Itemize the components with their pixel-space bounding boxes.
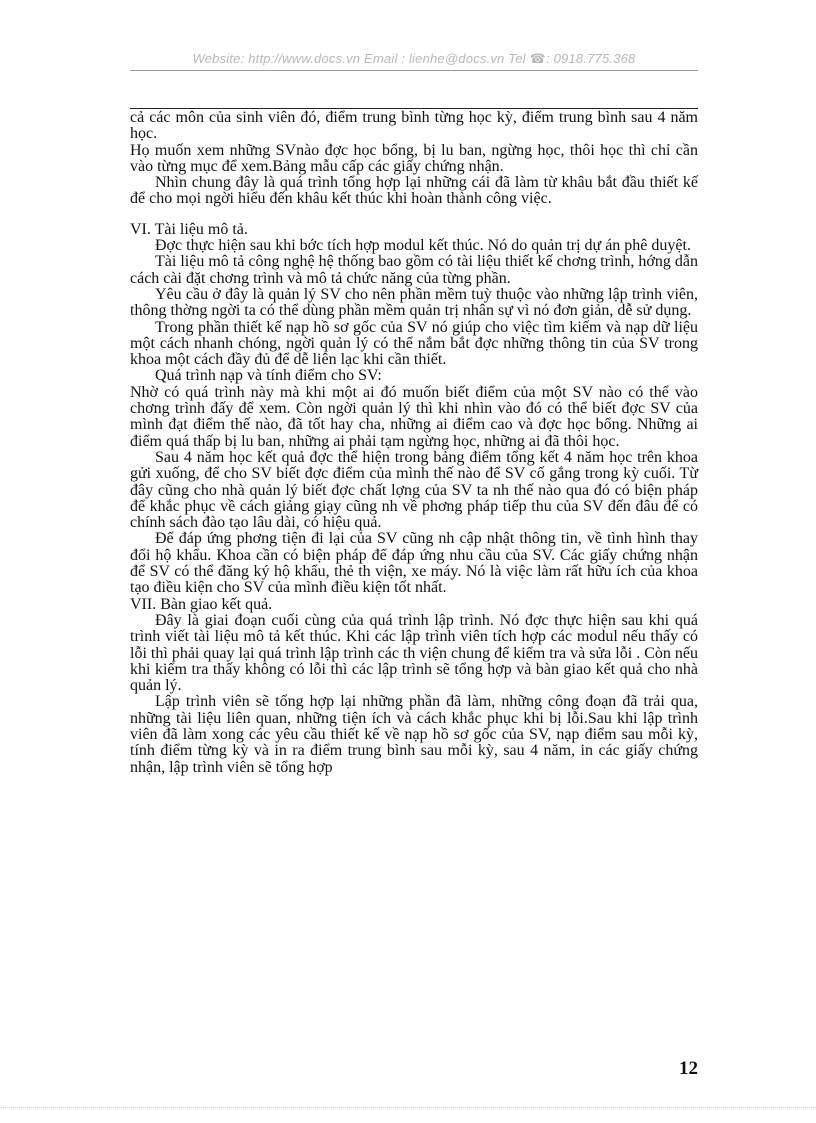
footer-divider — [0, 1107, 816, 1108]
paragraph: Nhờ có quá trình này mà khi một ai đó muốn biết điểm của một SV nào có thể vào chơng trình đấy để xem. Còn ngời quản lý thì khi nhìn vào đó có thể biết đợc SV của mình đạt điểm thế nào, đã tốt hay cha, những ai điểm cao và đợc học bổng. Những ai điểm quá thấp bị lu ban, những ai phải tạm ngừng học, những ai đã thôi học. — [130, 383, 698, 450]
page-number: 12 — [679, 1058, 698, 1079]
paragraph: Trong phần thiết kế nạp hồ sơ gốc của SV nó giúp cho việc tìm kiếm và nạp dữ liệu một cách nhanh chóng, ngời quản lý có thể nắm bắt đợc những thông tin của SV trong khoa một cách đầy đủ để dễ liên lạc khi cần thiết. — [130, 318, 698, 369]
section-heading-vii: VII. Bàn giao kết quả. — [130, 595, 273, 613]
paragraph: Đây là giai đoạn cuối cùng của quá trình lập trình. Nó đợc thực hiện sau khi quá trình viết tài liệu mô tả kết thúc. Khi các lập trình viên tích hợp các modul nếu thấy có lỗi thì phải quay lại quá trình lập trình các th viện chung để kiểm tra và sửa lỗi . Còn nếu khi kiểm tra thấy không có lỗi thì các lập trình sẽ tổng hợp và bàn giao kết quả cho nhà quản lý. — [130, 611, 698, 695]
paragraph: Đợc thực hiện sau khi bớc tích hợp modul kết thúc. Nó do quản trị dự án phê duyệt. — [155, 237, 691, 255]
section-heading-vi: VI. Tài liệu mô tả. — [130, 220, 248, 238]
header-divider — [130, 70, 698, 71]
document-body — [130, 110, 698, 776]
paragraph: Họ muốn xem những SVnào đợc học bổng, bị lu ban, ngừng học, thôi học thì chỉ cần vào từng mục để xem.Bảng mẫu cấp các giấy chứng nhận. — [130, 141, 698, 175]
page-header: Website: http://www.docs.vn Email : lienhe@docs.vn Tel ☎: 0918.775.368 — [192, 51, 636, 66]
paragraph: Yêu cầu ở đây là quản lý SV cho nên phần mềm tuỳ thuộc vào những lập trình viên, thông thờng ngời ta có thể dùng phần mềm quản trị nhân sự vì nó đơn giản, dễ sử dụng. — [130, 285, 698, 320]
paragraph: Để đáp ứng phơng tiện đi lại của SV cũng nh cập nhật thông tin, về tình hình thay đổi hộ khẩu. Khoa cần có biện pháp để đáp ứng nhu cầu của SV. Các giấy chứng nhận để SV có thể đăng ký hộ khẩu, thẻ th viện, xe máy. Nó là việc làm rất hữu ích của khoa tạo điều kiện cho SV của mình điều kiện tốt nhất. — [130, 530, 698, 597]
paragraph: Lập trình viên sẽ tổng hợp lại những phần đã làm, những công đoạn đã trải qua, những tài liệu liên quan, những tiện ích và cách khắc phục khi bị lỗi.Sau khi lập trình viên đã làm xong các yêu cầu thiết kế về nạp hồ sơ gốc của SV, nạp điểm sau mỗi kỳ, tính điểm từng kỳ và in ra điểm trung bình sau mỗi kỳ, sau 4 năm, in các giấy chứng nhận, lập trình viên sẽ tổng hợp — [130, 693, 698, 776]
paragraph: Sau 4 năm học kết quả đợc thể hiện trong bảng điểm tổng kết 4 năm học trên khoa gửi xuống, để cho SV biết đợc điểm của mình thế nào để SV cố gắng trong kỳ cuối. Từ đây cũng cho nhà quản lý biết đợc chất lợng của SV ta nh thế nào qua đó có biện pháp để khắc phục về cách giảng giạy cũng nh về phơng pháp tiếp thu của SV đến đâu để có chính sách đào tạo lâu dài, có hiệu quả. — [130, 448, 698, 532]
paragraph: Tài liệu mô tả công nghệ hệ thống bao gồm có tài liệu thiết kế chơng trình, hớng dẫn cách cài đặt chơng trình và mô tả chức năng của từng phần. — [130, 253, 698, 287]
paragraph: Nhìn chung đây là quá trình tổng hợp lại những cái đã làm từ khâu bắt đầu thiết kế để cho mọi ngời hiểu đến khâu kết thúc khi hoàn thành công việc. — [130, 174, 698, 208]
paragraph: cả các môn của sinh viên đó, điểm trung bình từng học kỳ, điểm trung bình sau 4 năm học. — [130, 109, 698, 143]
subheading: Quá trình nạp và tính điểm cho SV: — [155, 367, 382, 385]
